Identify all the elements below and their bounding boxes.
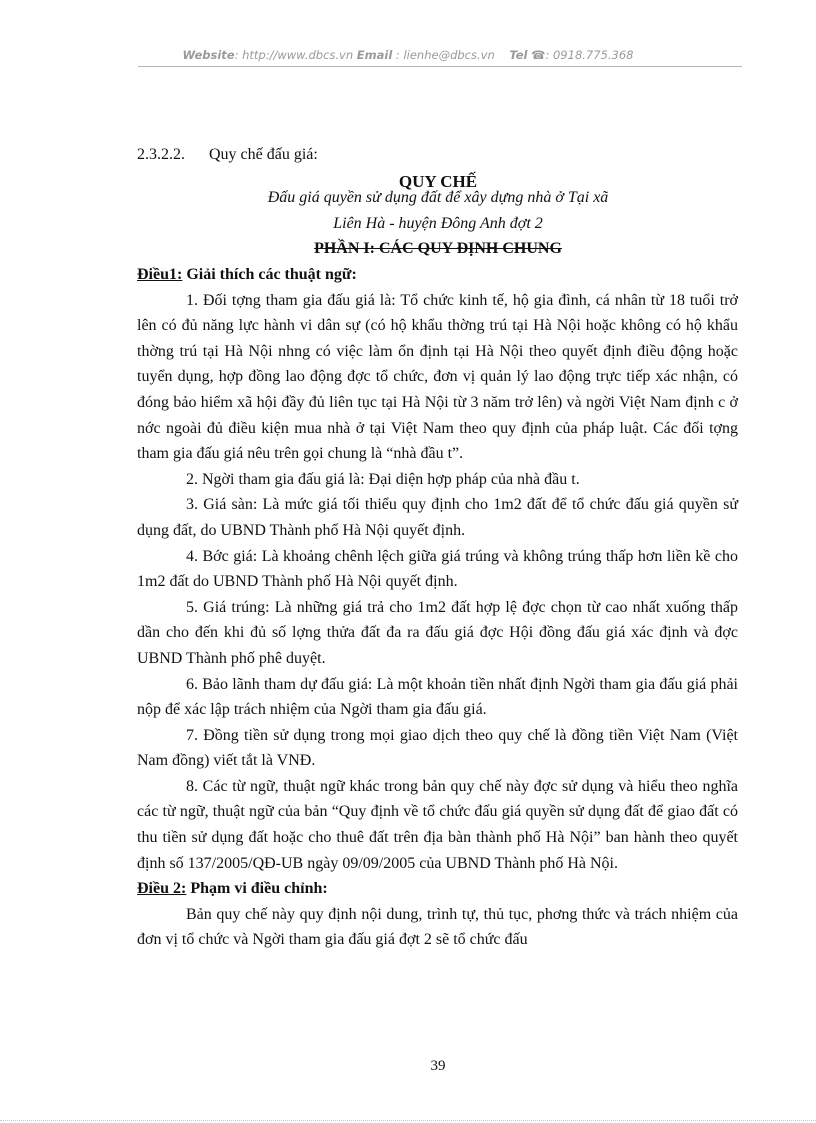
tel-label: Tel bbox=[509, 48, 528, 62]
header-rule bbox=[138, 66, 742, 67]
article1-item: 7. Đồng tiền sử dụng trong mọi giao dịch theo quy chế là đồng tiền Việt Nam (Việt Nam đồng) viết tắt là VNĐ. bbox=[137, 726, 738, 770]
section-number: 2.3.2.2. bbox=[137, 146, 185, 163]
page-header bbox=[0, 48, 816, 62]
website-label: Website bbox=[182, 48, 235, 62]
website-value: : http://www.dbcs.vn bbox=[234, 48, 354, 62]
email-value: : lienhe@dbcs.vn bbox=[392, 48, 495, 62]
article2-label: Điều 2: bbox=[137, 880, 187, 898]
document-subtitle-line1: Đấu giá quyền sử dụng đất để xây dựng nhà ở Tại xã bbox=[267, 189, 609, 206]
article1-item: 6. Bảo lãnh tham dự đấu giá: Là một khoản tiền nhất định Ngời tham gia đấu giá phải nộp để xác lập trách nhiệm của Ngời tham gia đấu giá. bbox=[137, 675, 738, 719]
article1-item: 1. Đối tợng tham gia đấu giá là: Tổ chức kinh tế, hộ gia đình, cá nhân từ 18 tuổi trở lên có đủ năng lực hành vi dân sự (có hộ khẩu thờng trú tại Hà Nội hoặc không có hộ khẩu thờng trú tại Hà Nội nhng có việc làm ổn định tại Hà Nội theo quyết định điều động hoặc tuyển dụng, hợp đồng lao động đợc tổ chức, đơn vị quản lý lao động trực tiếp xác nhận, có đóng bảo hiểm xã hội đầy đủ liên tục tại Hà Nội từ 3 năm trở lên) và ngời Việt Nam định c ở nớc ngoài đủ điều kiện mua nhà ở tại Việt Nam theo quy định của pháp luật. Các đối tợng tham gia đấu giá nêu trên gọi chung là “nhà đầu t”. bbox=[137, 291, 738, 463]
document-body bbox=[137, 262, 738, 953]
tel-value: ☎: 0918.775.368 bbox=[531, 48, 634, 62]
section-title: Quy chế đấu giá: bbox=[209, 146, 318, 163]
page-number: 39 bbox=[430, 1058, 446, 1074]
article1-label: Điều1: bbox=[137, 266, 183, 283]
article1-item: 2. Ngời tham gia đấu giá là: Đại diện hợp pháp của nhà đầu t. bbox=[186, 470, 580, 488]
document-title: QUY CHẾ bbox=[398, 172, 478, 191]
document-subtitle-line2: Liên Hà - huyện Đông Anh đợt 2 bbox=[333, 215, 543, 232]
email-label: Email bbox=[356, 48, 393, 62]
footer-rule bbox=[0, 1120, 816, 1121]
article1-item: 4. Bớc giá: Là khoảng chênh lệch giữa giá trúng và không trúng thấp hơn liền kề cho 1m2 đất do UBND Thành phố Hà Nội quyết định. bbox=[137, 547, 738, 591]
article1-item: 8. Các từ ngữ, thuật ngữ khác trong bản quy chế này đợc sử dụng và hiểu theo nghĩa các từ ngữ, thuật ngữ của bản “Quy định về tổ chức đấu giá quyền sử dụng đất để giao đất có thu tiền sử dụng đất hoặc cho thuê đất trên địa bàn thành phố Hà Nội” ban hành theo quyết định số 137/2005/QĐ-UB ngày 09/09/2005 của UBND Thành phố Hà Nội. bbox=[137, 777, 738, 872]
section-heading bbox=[137, 146, 318, 164]
article1-item: 3. Giá sàn: Là mức giá tối thiểu quy định cho 1m2 đất để tổ chức đấu giá quyền sử dụng đất, do UBND Thành phố Hà Nội quyết định. bbox=[137, 496, 738, 539]
article2-text: Bản quy chế này quy định nội dung, trình tự, thủ tục, phơng thức và trách nhiệm của đơn vị tổ chức và Ngời tham gia đấu giá đợt 2 sẽ tổ chức đấu bbox=[137, 905, 738, 949]
article1-item: 5. Giá trúng: Là những giá trả cho 1m2 đất hợp lệ đợc chọn từ cao nhất xuống thấp dần cho đến khi đủ số lợng thửa đất đa ra đấu giá đợc Hội đồng đấu giá xác định và đợc UBND Thành phố phê duyệt. bbox=[137, 598, 738, 667]
article2-heading bbox=[137, 876, 738, 902]
part-title: PHẦN I: CÁC QUY ĐỊNH CHUNG bbox=[314, 240, 562, 257]
article1-heading bbox=[137, 262, 738, 288]
article2-title: Phạm vi điều chỉnh: bbox=[186, 880, 328, 898]
article1-title: Giải thích các thuật ngữ: bbox=[182, 266, 357, 283]
